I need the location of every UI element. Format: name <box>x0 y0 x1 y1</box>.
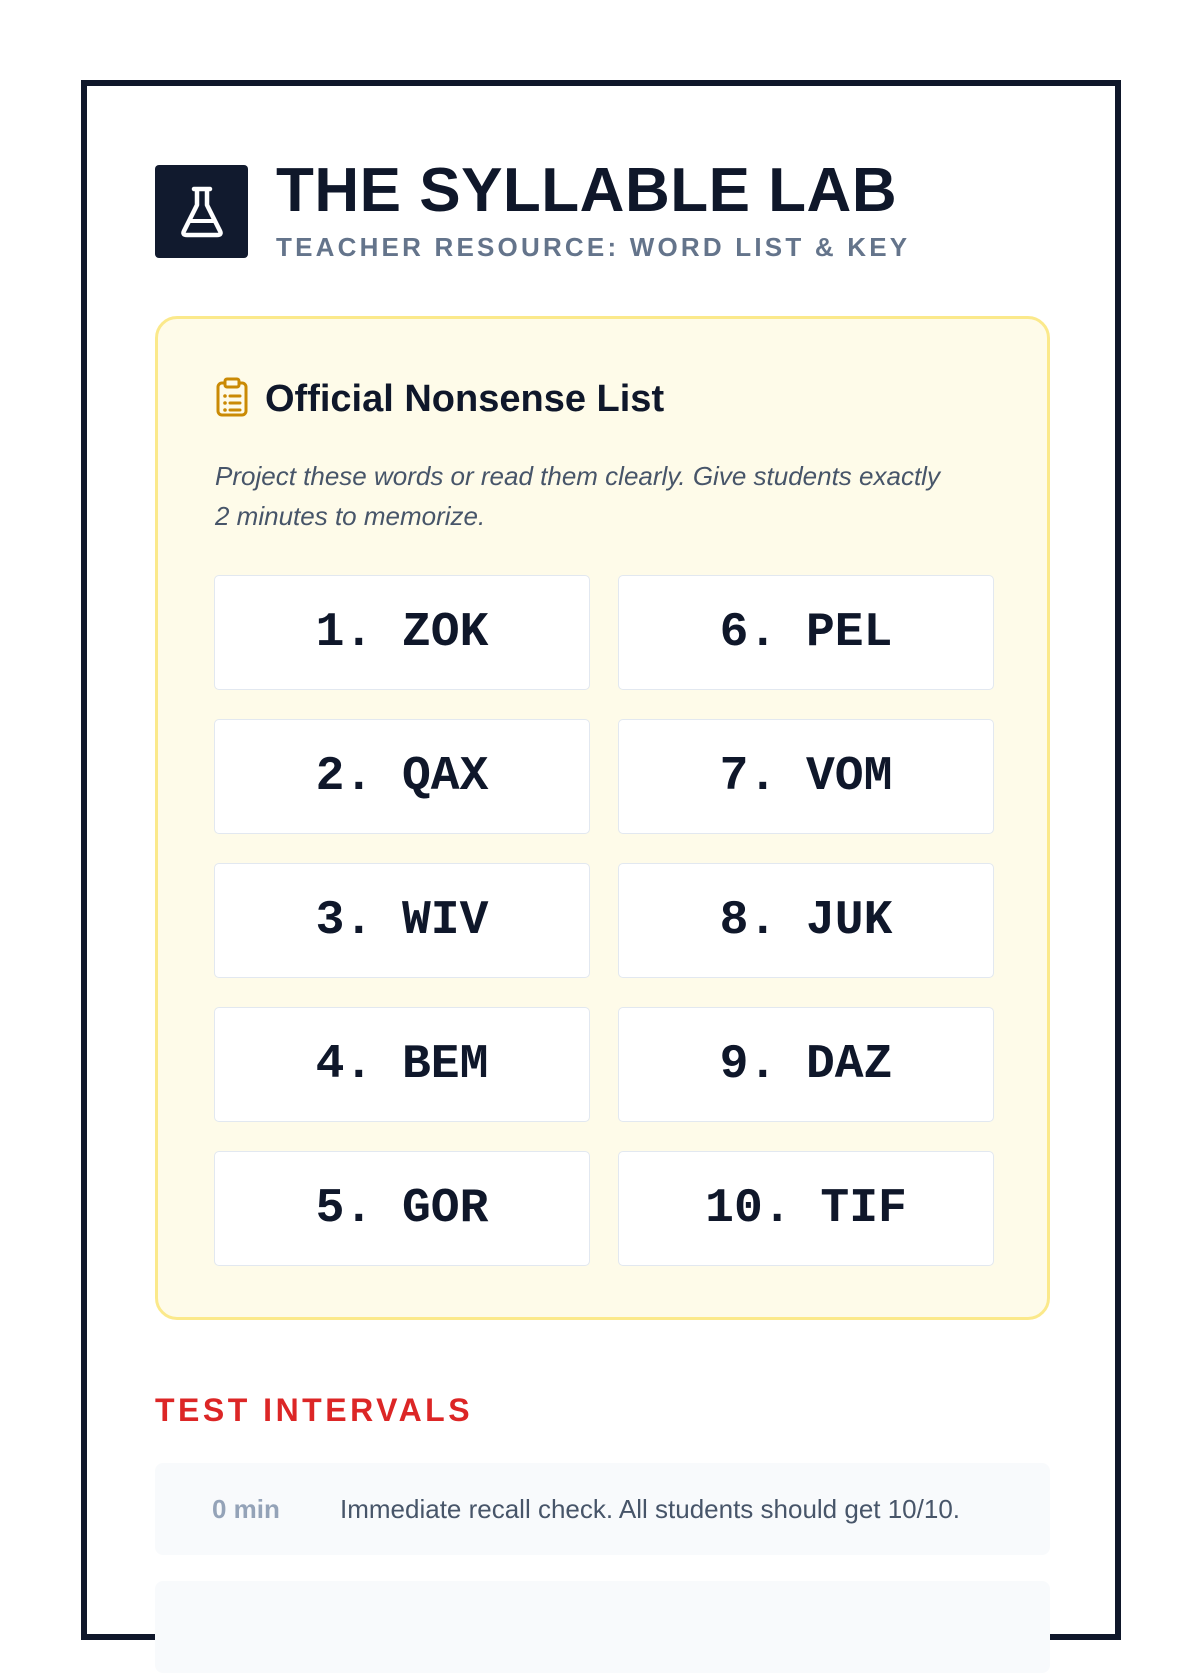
card-header <box>215 377 664 422</box>
title-block <box>276 156 911 263</box>
word-grid <box>214 575 994 1266</box>
clipboard-list-icon <box>215 377 249 422</box>
page-title: THE SYLLABLE LAB <box>276 156 898 225</box>
word-item: 3. WIV <box>214 863 590 978</box>
word-item: 8. JUK <box>618 863 994 978</box>
page-header <box>155 156 911 263</box>
word-item: 2. QAX <box>214 719 590 834</box>
word-item: 6. PEL <box>618 575 994 690</box>
interval-row <box>155 1581 1050 1673</box>
word-item: 10. TIF <box>618 1151 994 1266</box>
test-intervals-heading: TEST INTERVALS <box>155 1392 474 1428</box>
instructions-text: Project these words or read them clearly. Give students exactly 2 minutes to memorize. <box>215 461 940 531</box>
interval-row <box>155 1463 1050 1555</box>
interval-time: 0 min <box>212 1493 280 1524</box>
word-item: 7. VOM <box>618 719 994 834</box>
word-item: 4. BEM <box>214 1007 590 1122</box>
flask-icon <box>155 165 248 258</box>
resource-sheet <box>81 80 1121 1640</box>
interval-description: Immediate recall check. All students should get 10/10. <box>340 1493 961 1524</box>
card-title: Official Nonsense List <box>265 378 665 420</box>
word-item: 1. ZOK <box>214 575 590 690</box>
word-item: 5. GOR <box>214 1151 590 1266</box>
nonsense-list-card <box>155 316 1050 1320</box>
page-subtitle: TEACHER RESOURCE: WORD LIST & KEY <box>276 232 911 262</box>
word-item: 9. DAZ <box>618 1007 994 1122</box>
